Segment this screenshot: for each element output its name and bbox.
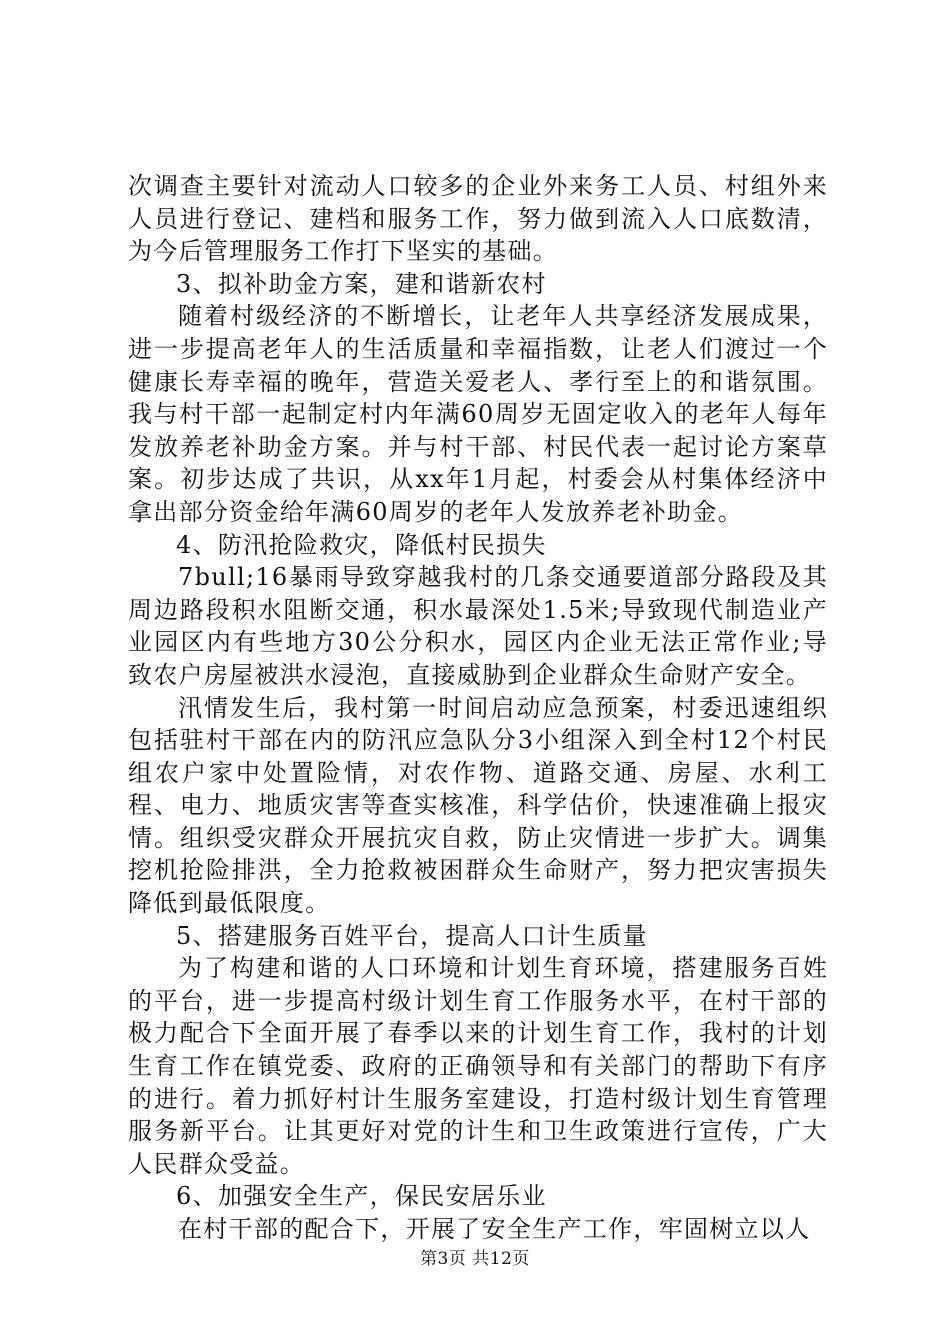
- section-heading-4: 4、防汛抢险救灾，降低村民损失: [176, 530, 547, 559]
- paragraph-flood-response: 汛情发生后，我村第一时间启动应急预案，村委迅速组织包括驻村干部在内的防汛应急队分3小组深入到全村12个村民组农户家中处置险情，对农作物、道路交通、房屋、水利工程、电力、地质灾害等查实核准，科学估价，快速准确上报灾情。组织受灾群众开展抗灾自救，防止灾情进一步扩大。调集挖机抢险排洪，全力抢救被困群众生命财产，努力把灾害损失降低到最低限度。: [128, 693, 828, 918]
- document-body: [128, 170, 828, 1246]
- paragraph-safety: 在村干部的配合下，开展了安全生产工作，牢固树立以人: [178, 1215, 811, 1243]
- section-heading-3: 3、拟补助金方案，建和谐新农村: [176, 269, 547, 298]
- paragraph-family-planning: 为了构建和谐的人口环境和计划生育环境，搭建服务百姓的平台，进一步提高村级计划生育工作服务水平，在村干部的极力配合下全面开展了春季以来的计划生育工作，我村的计划生育工作在镇党委、政府的正确领导和有关部门的帮助下有序的进行。着力抓好村计生服务室建设，打造村级计划生育管理服务新平台。让其更好对党的计生和卫生政策进行宣传，广大人民群众受益。: [128, 954, 828, 1178]
- section-heading-6: 6、加强安全生产，保民安居乐业: [176, 1182, 547, 1211]
- paragraph-elderly-subsidy: 随着村级经济的不断增长，让老年人共享经济发展成果，进一步提高老年人的生活质量和幸福指数，让老人们渡过一个健康长寿幸福的晚年，营造关爱老人、孝行至上的和谐氛围。我与村干部一起制定村内年满60周岁无固定收入的老年人每年发放养老补助金方案。并与村干部、村民代表一起讨论方案草案。初步达成了共识，从xx年1月起，村委会从村集体经济中拿出部分资金给年满60周岁的老年人发放养老补助金。: [128, 302, 828, 526]
- section-heading-5: 5、搭建服务百姓平台，提高人口计生质量: [176, 921, 648, 950]
- paragraph-continued: 次调查主要针对流动人口较多的企业外来务工人员、村组外来人员进行登记、建档和服务工作，努力做到流入人口底数清，为今后管理服务工作打下坚实的基础。: [128, 172, 828, 266]
- page-footer: 第3页 共12页: [420, 1249, 530, 1269]
- paragraph-rainstorm: 7bull;16暴雨导致穿越我村的几条交通要道部分路段及其周边路段积水阻断交通，积水最深处1.5米;导致现代制造业产业园区内有些地方30公分积水，园区内企业无法正常作业;导致农户房屋被洪水浸泡，直接威胁到企业群众生命财产安全。: [128, 563, 828, 689]
